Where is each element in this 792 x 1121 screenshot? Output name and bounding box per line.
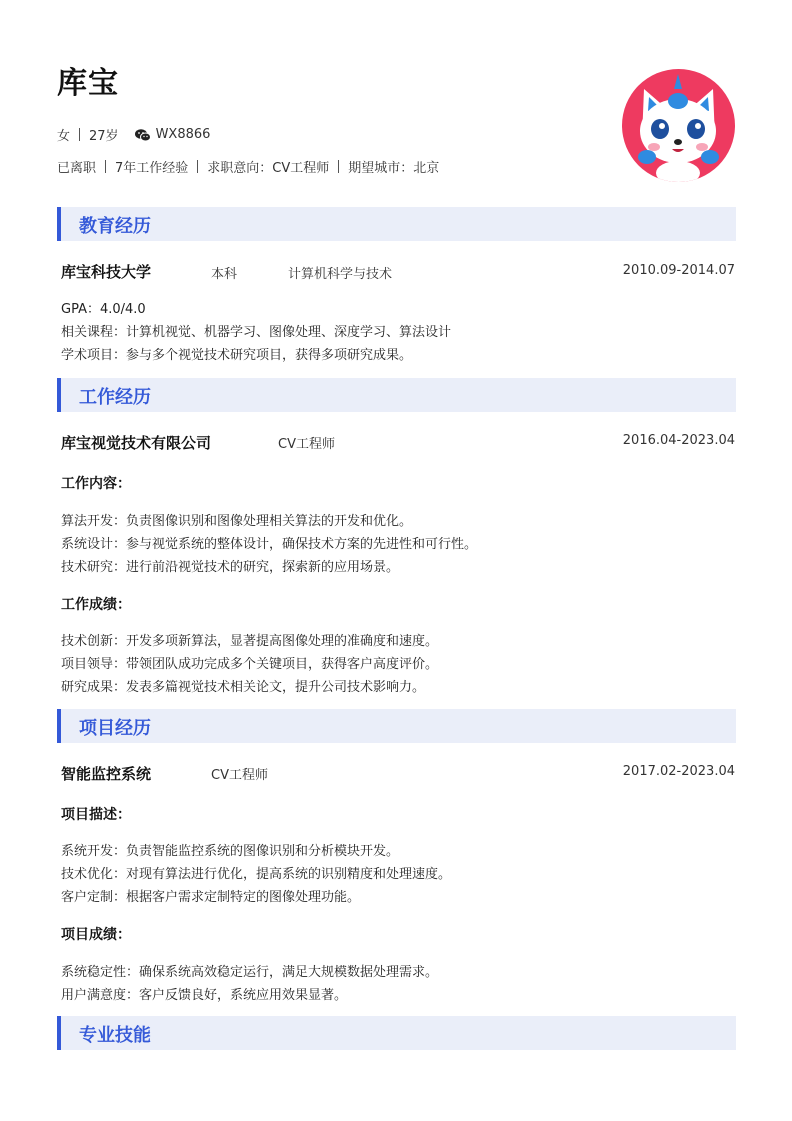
section-title: 专业技能 [79,1025,151,1046]
work-result-line: 项目领导：带领团队成功完成多个关键项目，获得客户高度评价。 [61,657,439,672]
wechat-icon [135,129,150,141]
age: 27岁 [89,129,119,144]
work-date: 2016.04-2023.04 [622,433,735,448]
major: 计算机科学与技术 [288,267,393,282]
wechat-id: WX8866 [155,127,211,142]
work-content-line: 系统设计：参与视觉系统的整体设计，确保技术方案的先进性和可行性。 [61,537,478,552]
section-work [57,378,736,412]
avatar [622,69,735,182]
project-desc-heading: 项目描述： [61,807,131,823]
project-role: CV工程师 [211,768,268,783]
school-name: 库宝科技大学 [61,263,152,281]
degree: 本科 [211,267,238,282]
divider [338,160,339,173]
divider [105,160,106,173]
project-result-line: 用户满意度：客户反馈良好，系统应用效果显著。 [61,988,348,1003]
work-content-line: 技术研究：进行前沿视觉技术的研究，探索新的应用场景。 [61,560,400,575]
section-project [57,709,736,743]
personal-info-line [57,125,210,144]
project-result-line: 系统稳定性：确保系统高效稳定运行，满足大规模数据处理需求。 [61,965,439,980]
project-desc-line: 客户定制：根据客户需求定制特定的图像处理功能。 [61,890,361,905]
job-intention: 求职意向：CV工程师 [207,161,330,176]
experience: 7年工作经验 [115,161,189,176]
mascot-avatar-illustration [622,69,735,182]
job-role: CV工程师 [278,437,335,452]
work-content-line: 算法开发：负责图像识别和图像处理相关算法的开发和优化。 [61,514,413,529]
divider [197,160,198,173]
candidate-name: 库宝 [57,66,119,101]
project-desc-line: 系统开发：负责智能监控系统的图像识别和分析模块开发。 [61,844,400,859]
project-results-heading: 项目成绩： [61,927,131,943]
section-title: 教育经历 [79,216,151,237]
project-date: 2017.02-2023.04 [622,764,735,779]
project-name: 智能监控系统 [61,765,152,783]
project-desc-line: 技术优化：对现有算法进行优化，提高系统的识别精度和处理速度。 [61,867,452,882]
section-education [57,207,736,241]
work-result-line: 研究成果：发表多篇视觉技术相关论文，提升公司技术影响力。 [61,680,426,695]
career-info-line [57,157,439,176]
work-content-heading: 工作内容： [61,476,131,492]
education-line: 学术项目：参与多个视觉技术研究项目，获得多项研究成果。 [61,348,413,363]
employment-status: 已离职 [57,161,97,176]
section-title: 工作经历 [79,387,151,408]
section-title: 项目经历 [79,718,151,739]
section-skills [57,1016,736,1050]
education-line: 相关课程：计算机视觉、机器学习、图像处理、深度学习、算法设计 [61,325,452,340]
education-date: 2010.09-2014.07 [622,263,735,278]
work-result-line: 技术创新：开发多项新算法，显著提高图像处理的准确度和速度。 [61,634,439,649]
gender: 女 [57,129,71,144]
work-results-heading: 工作成绩： [61,597,131,613]
company-name: 库宝视觉技术有限公司 [61,434,212,452]
expected-city: 期望城市：北京 [348,161,440,176]
education-line: GPA：4.0/4.0 [61,302,146,317]
divider [79,128,80,141]
